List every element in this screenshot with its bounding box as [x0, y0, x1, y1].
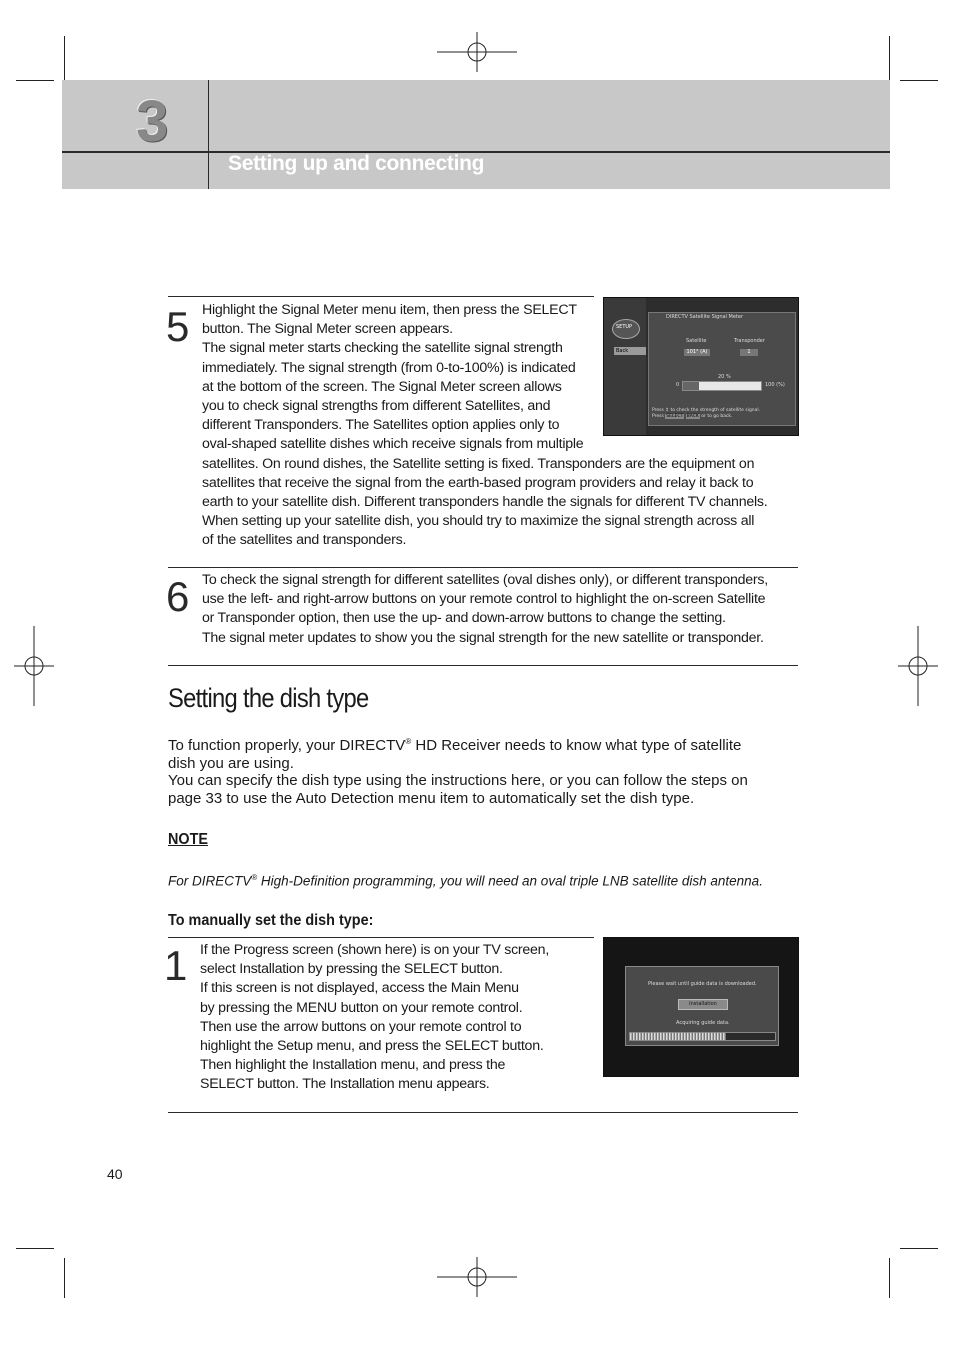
text-line: When setting up your satellite dish, you should try to maximize the signal strength across all — [202, 513, 755, 530]
note-text — [168, 873, 763, 889]
text-line: If the Progress screen (shown here) is on your TV screen, — [200, 942, 550, 958]
text-line: Then use the arrow buttons on your remote control to — [200, 1018, 522, 1035]
registration-mark-right — [898, 626, 938, 706]
text-line: by pressing the MENU button on your remote control. — [200, 999, 523, 1016]
step-number: 1 — [164, 942, 188, 989]
satellite-option[interactable]: 101° (A) — [684, 349, 710, 356]
crop-mark — [64, 1258, 65, 1298]
crop-mark — [889, 1258, 890, 1298]
crop-mark — [900, 80, 938, 81]
section-title: Setting the dish type — [168, 683, 369, 713]
help-line-2 — [652, 414, 732, 419]
step1-top-rule — [168, 937, 594, 938]
note-a: For DIRECTV — [168, 873, 252, 889]
step1-bottom-rule — [168, 1112, 798, 1113]
text-line: of the satellites and transponders. — [202, 532, 407, 549]
header-divider — [208, 80, 209, 189]
progress-bar-track — [629, 1032, 776, 1041]
installation-button[interactable]: Installation — [678, 999, 728, 1010]
signal-meter-screenshot — [603, 297, 799, 436]
help-goback: to go back. — [707, 414, 733, 419]
progress-bar-fill — [630, 1033, 726, 1040]
scale-max-label: 100 (%) — [765, 382, 785, 388]
crop-mark — [900, 1248, 938, 1249]
progress-status: Acquiring guide data. — [676, 1020, 730, 1026]
text-line: at the bottom of the screen. The Signal Meter screen allows — [202, 378, 562, 395]
step5-top-rule — [168, 296, 594, 297]
text-line: you to check signal strengths from different Satellites, and — [202, 398, 551, 415]
text-line: To check the signal strength for different satellites (oval dishes only), or different transponders, — [202, 572, 768, 588]
back-menu-item[interactable]: Back — [614, 347, 646, 355]
text-line: oval-shaped satellite dishes which receive signals from multiple — [202, 436, 584, 453]
step-number: 5 — [166, 303, 190, 350]
help-press: Press — [652, 414, 664, 419]
body-paragraph-2 — [168, 772, 798, 807]
scale-min-label: 0 — [676, 382, 680, 388]
satellite-label: Satellite — [686, 338, 707, 344]
registration-mark-bottom — [437, 1257, 517, 1297]
note-heading: NOTE — [168, 831, 209, 848]
body-paragraph-1 — [168, 733, 798, 772]
help-or: or — [701, 414, 706, 419]
page-number: 40 — [107, 1166, 123, 1182]
progress-screenshot — [603, 937, 799, 1077]
text-line: button. The Signal Meter screen appears. — [202, 321, 453, 338]
chapter-title: Setting up and connecting — [228, 152, 485, 175]
text-line: SELECT button. The Installation menu appears. — [200, 1076, 490, 1093]
text-line: or Transponder option, then use the up- and down-arrow buttons to change the setting. — [202, 610, 726, 627]
text-line: Then highlight the Installation menu, and press the — [200, 1057, 506, 1074]
para1-b: HD Receiver needs to know what type of satellite — [411, 737, 742, 754]
chapter-header — [62, 80, 890, 189]
progress-message: Please wait until guide data is downloaded. — [648, 981, 757, 987]
section-body — [168, 733, 798, 807]
text-line: highlight the Setup menu, and press the SELECT button. — [200, 1038, 544, 1055]
step6-bottom-rule — [168, 665, 798, 666]
step6-top-rule — [168, 567, 798, 568]
text-line: The signal meter updates to show you the signal strength for the new satellite or transponder. — [202, 629, 764, 646]
registration-mark-left — [14, 626, 54, 706]
transponder-option[interactable]: 1 — [740, 349, 758, 356]
text-line: Highlight the Signal Meter menu item, then press the SELECT — [202, 302, 577, 318]
step-number: 6 — [166, 573, 190, 620]
text-line: satellites that receive the signal from the earth-based program providers and relay it back to — [202, 474, 754, 491]
text-line: satellites. On round dishes, the Satellite setting is fixed. Transponders are the equipment on — [202, 455, 755, 472]
text-line: immediately. The signal strength (from 0-to-100%) is indicated — [202, 359, 576, 376]
signal-bar-track — [682, 381, 762, 391]
setup-logo-text: SETUP — [616, 324, 633, 330]
registered-mark: ® — [405, 737, 412, 746]
crop-mark — [16, 1248, 54, 1249]
crop-mark — [16, 80, 54, 81]
chapter-number: 3 — [136, 89, 169, 154]
subheading: To manually set the dish type: — [168, 912, 374, 929]
signal-value-label: 20 % — [718, 374, 731, 380]
screen-title: DIRECTV Satellite Signal Meter — [666, 314, 744, 320]
para2-a: You can specify the dish type using the instructions here, or you can follow the steps on — [168, 772, 748, 790]
para2-b: page 33 to use the Auto Detection menu item to automatically set the dish type. — [168, 789, 695, 807]
text-line: If this screen is not displayed, access the Main Menu — [200, 980, 519, 997]
para1-a: To function properly, your DIRECTV — [168, 737, 406, 754]
text-line: The signal meter starts checking the satellite signal strength — [202, 340, 563, 357]
registration-mark-top — [437, 32, 517, 72]
step6-text — [202, 571, 802, 648]
registered-mark: ® — [251, 873, 258, 882]
text-line: use the left- and right-arrow buttons on your remote control to highlight the on-screen Satellite — [202, 591, 766, 608]
text-line: earth to your satellite dish. Different transponders handle the signals for different TV channels. — [202, 494, 768, 511]
para1-c: dish you are using. — [168, 754, 294, 772]
step1-text — [200, 941, 600, 1095]
help-select-key: SELECT — [666, 414, 684, 419]
transponder-label: Transponder — [734, 338, 765, 344]
help-line-1: Press ↕ to check the strength of satellite signal. — [652, 408, 761, 413]
text-line: select Installation by pressing the SELECT button. — [200, 961, 503, 978]
signal-bar-fill — [683, 382, 699, 390]
text-line: different Transponders. The Satellites option applies only to — [202, 417, 560, 434]
help-back-key: BACK — [686, 414, 699, 419]
note-b: High-Definition programming, you will need an oval triple LNB satellite dish antenna. — [257, 873, 763, 889]
